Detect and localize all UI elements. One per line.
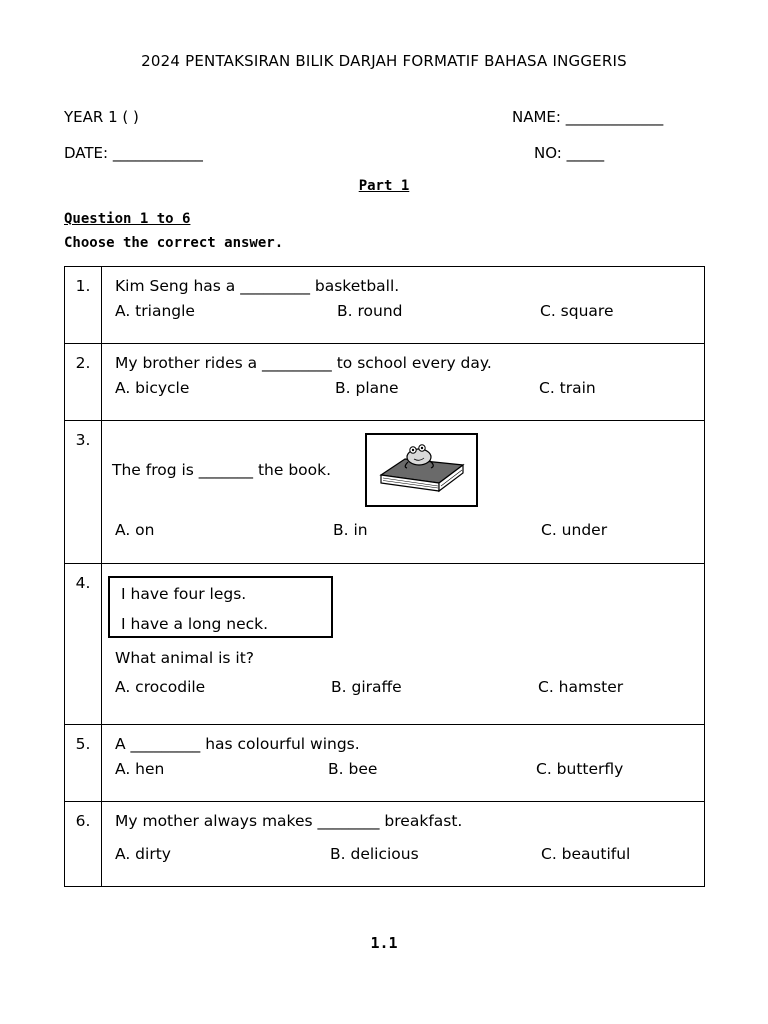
option-a[interactable]: A. crocodile xyxy=(115,678,206,696)
question-content-cell xyxy=(102,564,705,725)
option-b[interactable]: B. delicious xyxy=(330,845,419,863)
question-content-cell xyxy=(102,725,705,802)
question-text: Kim Seng has a _________ basketball. xyxy=(115,277,400,295)
question-content-cell xyxy=(102,267,705,344)
question-row-5 xyxy=(65,725,705,802)
question-number-cell xyxy=(65,802,102,887)
option-b[interactable]: B. in xyxy=(333,521,368,539)
option-b[interactable]: B. round xyxy=(337,302,403,320)
question-text: My brother rides a _________ to school every day. xyxy=(115,354,492,372)
frog-on-book-icon xyxy=(367,435,476,505)
question-number: 5. xyxy=(75,735,91,753)
document-title: 2024 PENTAKSIRAN BILIK DARJAH FORMATIF BAHASA INGGERIS xyxy=(141,52,627,70)
question-row-1 xyxy=(65,267,705,344)
part-heading: Part 1 xyxy=(358,178,410,194)
question-number-cell xyxy=(65,344,102,421)
question-content-cell xyxy=(102,802,705,887)
option-a[interactable]: A. hen xyxy=(115,760,165,778)
clue-line-2: I have a long neck. xyxy=(121,615,269,633)
question-number-cell xyxy=(65,267,102,344)
question-number: 1. xyxy=(75,277,91,295)
question-row-2 xyxy=(65,344,705,421)
option-b[interactable]: B. plane xyxy=(335,379,399,397)
number-field: NO: _____ xyxy=(534,144,605,162)
option-c[interactable]: C. train xyxy=(539,379,596,397)
option-c[interactable]: C. under xyxy=(541,521,608,539)
option-b[interactable]: B. bee xyxy=(328,760,378,778)
question-row-6 xyxy=(65,802,705,887)
option-c[interactable]: C. hamster xyxy=(538,678,624,696)
question-text: My mother always makes ________ breakfast. xyxy=(115,812,463,830)
question-range-heading: Question 1 to 6 xyxy=(64,211,191,227)
date-field: DATE: ____________ xyxy=(64,144,203,162)
instruction-text: Choose the correct answer. xyxy=(64,235,284,251)
question-number: 6. xyxy=(75,812,91,830)
option-c[interactable]: C. square xyxy=(540,302,614,320)
question-number-cell xyxy=(65,421,102,564)
question-number-cell xyxy=(65,564,102,725)
option-a[interactable]: A. on xyxy=(115,521,155,539)
name-field: NAME: _____________ xyxy=(512,108,664,126)
year-field: YEAR 1 ( ) xyxy=(64,108,139,126)
page-number: 1.1 xyxy=(370,934,398,952)
question-text: A _________ has colourful wings. xyxy=(115,735,360,753)
question-row-4 xyxy=(65,564,705,725)
option-b[interactable]: B. giraffe xyxy=(331,678,402,696)
question-row-3 xyxy=(65,421,705,564)
option-a[interactable]: A. dirty xyxy=(115,845,171,863)
question-text: The frog is _______ the book. xyxy=(112,461,332,479)
question-number: 2. xyxy=(75,354,91,372)
question-number-cell xyxy=(65,725,102,802)
frog-on-book-image xyxy=(365,433,478,507)
option-a[interactable]: A. triangle xyxy=(115,302,195,320)
question-content-cell xyxy=(102,421,705,564)
option-a[interactable]: A. bicycle xyxy=(115,379,190,397)
question-number: 3. xyxy=(75,431,91,449)
questions-table xyxy=(64,266,705,887)
option-c[interactable]: C. butterfly xyxy=(536,760,624,778)
question-text: What animal is it? xyxy=(115,649,255,667)
clue-line-1: I have four legs. xyxy=(121,585,247,603)
question-number: 4. xyxy=(75,574,91,592)
option-c[interactable]: C. beautiful xyxy=(541,845,631,863)
question-content-cell xyxy=(102,344,705,421)
